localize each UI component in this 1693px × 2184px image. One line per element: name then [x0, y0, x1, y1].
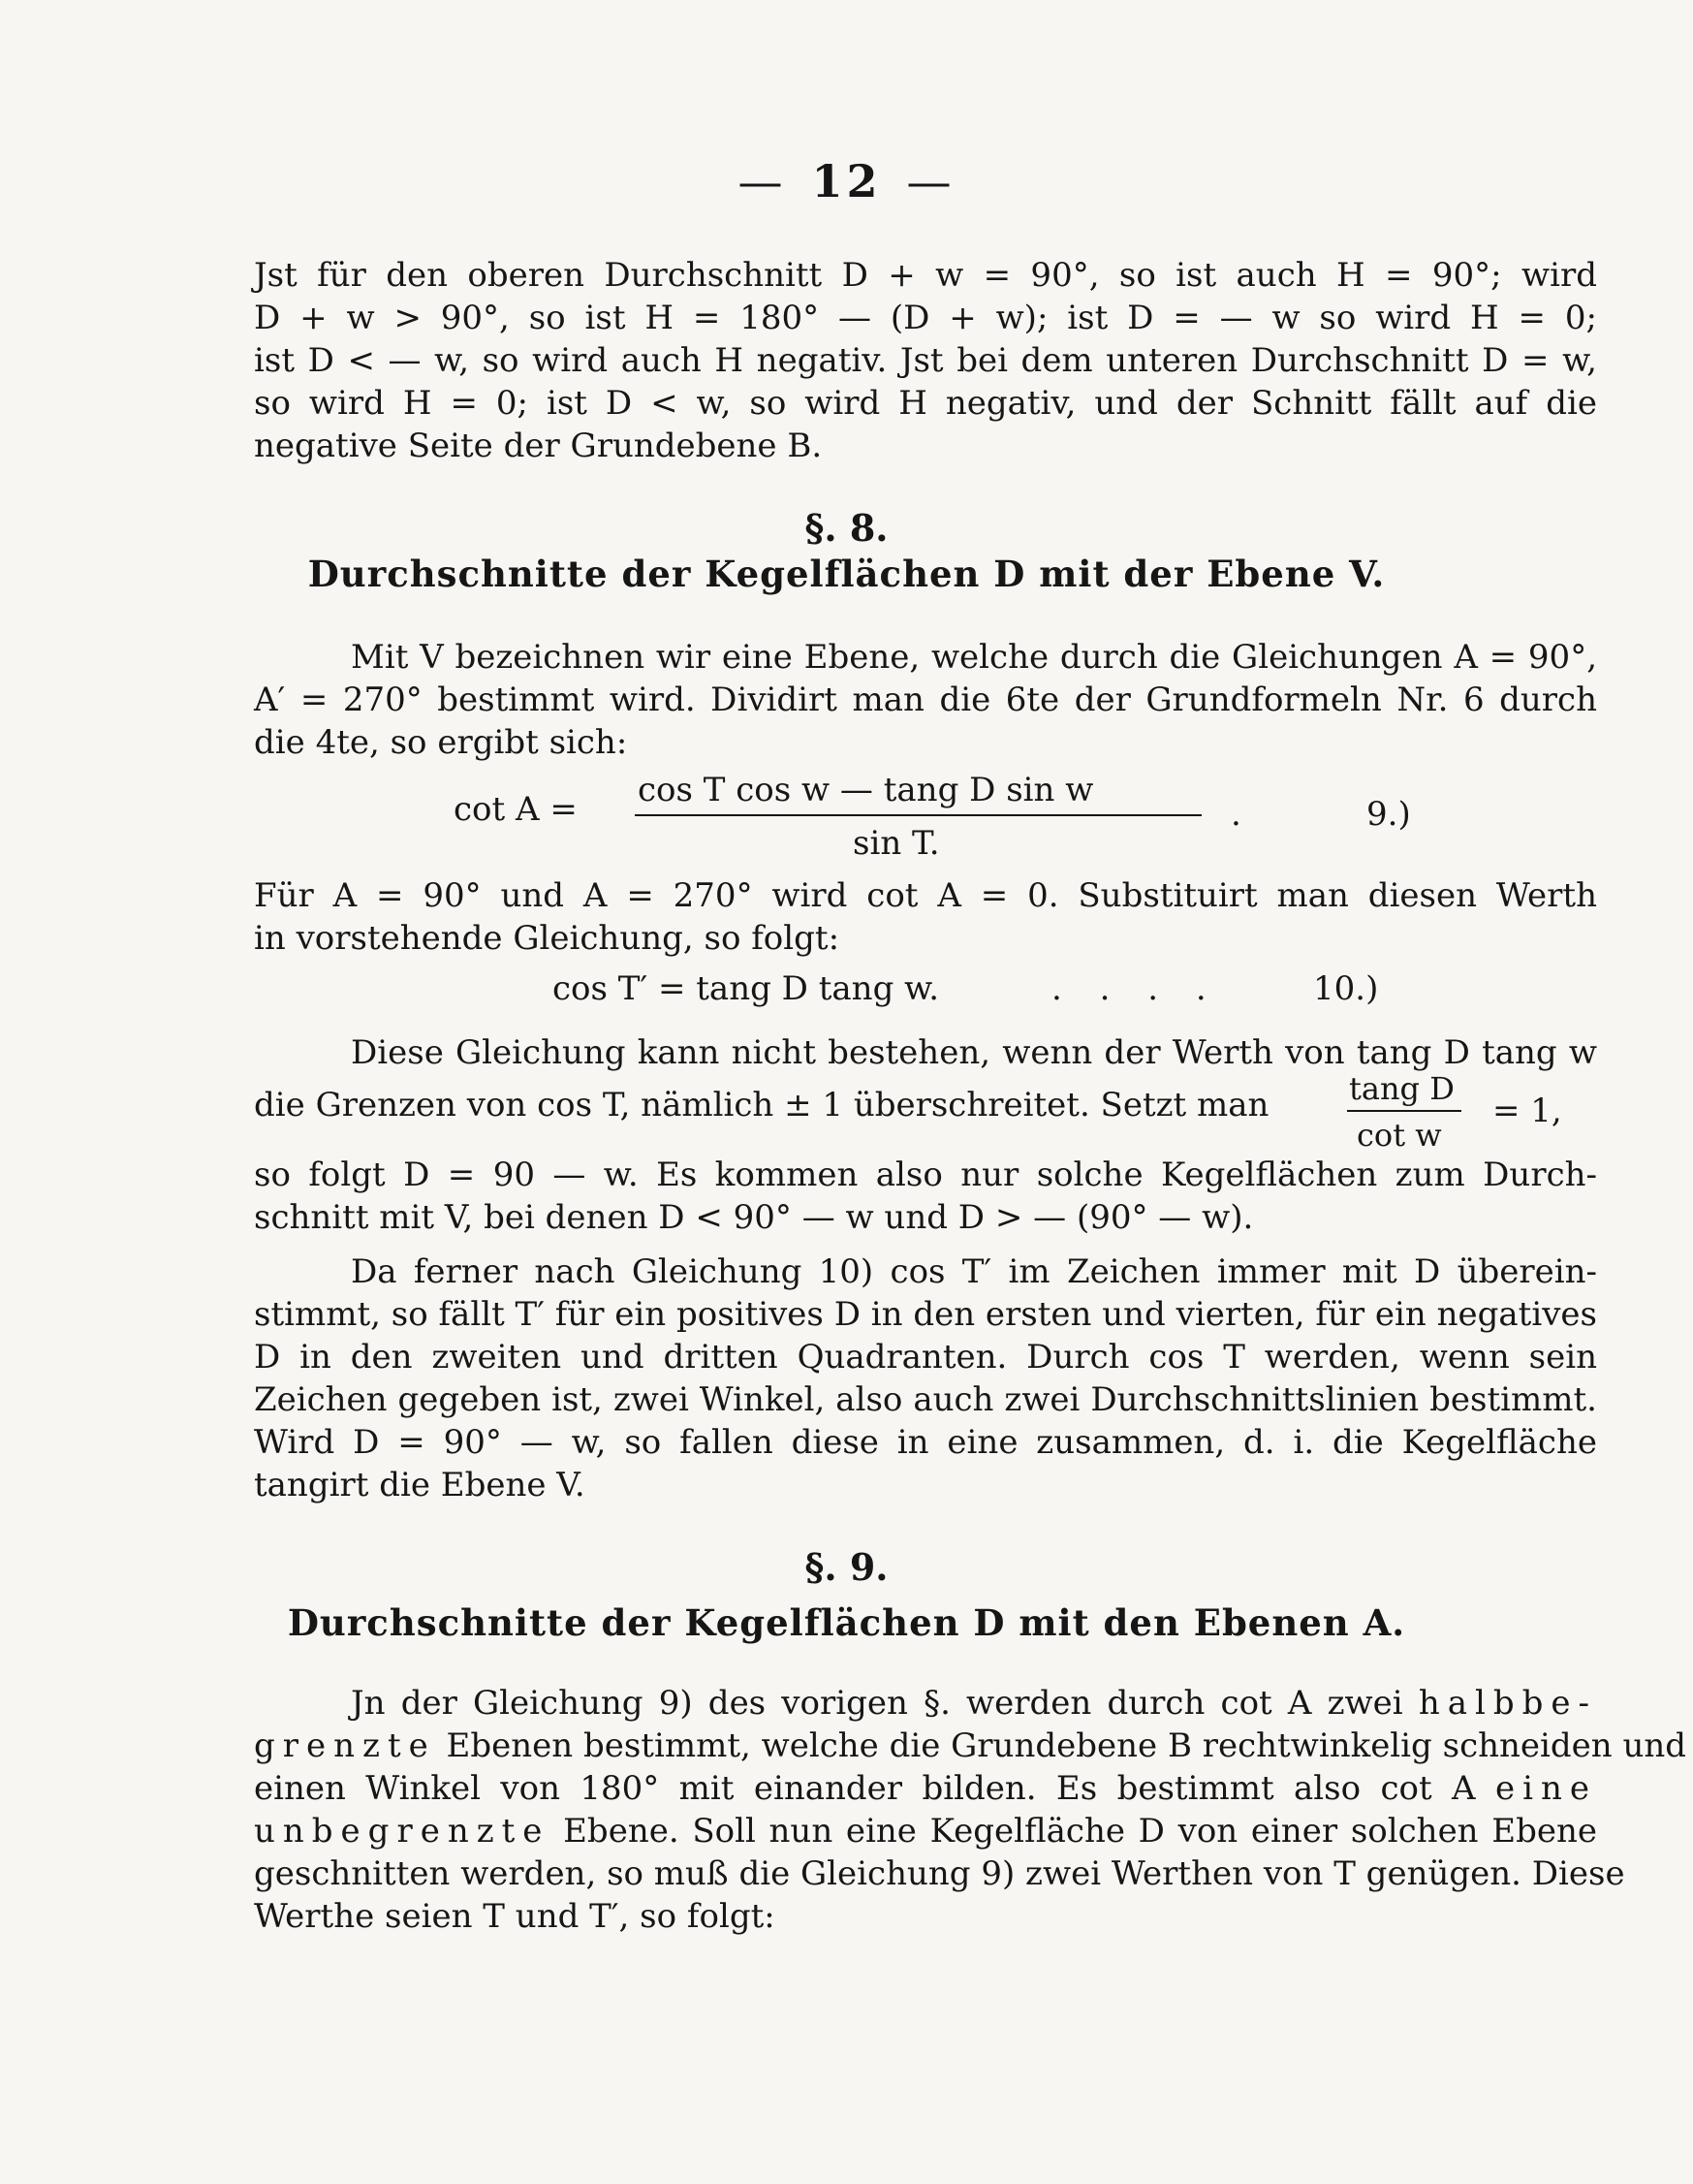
paragraph-6 — [254, 1682, 1687, 1938]
text-run: Ebenen bestimmt, welche die Grundebene B rechtwinkelig schneiden und — [446, 1726, 1687, 1765]
paragraph-4-cont — [254, 1154, 1597, 1239]
eq9-fraction-bar — [635, 814, 1202, 816]
text-line: so folgt D = 90 — w. Es kommen also nur solche Kegelflächen zum Durch- — [254, 1155, 1597, 1194]
text-line — [254, 1767, 1597, 1810]
text-line: Zeichen gegeben ist, zwei Winkel, also auch zwei Durchschnittslinien bestimmt. — [254, 1380, 1597, 1419]
text-line: die 4te, so ergibt sich: — [254, 723, 628, 762]
eq10-label: 10.) — [1313, 969, 1379, 1008]
spaced-run: eine — [1495, 1769, 1598, 1808]
text-line: D in den zweiten und dritten Quadranten. Durch cos T werden, wenn sein — [254, 1338, 1597, 1377]
text-run: einen Winkel von 180° mit einander bilden. Es bestimmt also cot A — [254, 1769, 1476, 1808]
text-line: stimmt, so fällt T′ für ein positives D in den ersten und vierten, für ein negatives — [254, 1295, 1597, 1334]
section-9-number: §. 9. — [804, 1545, 889, 1589]
text-line: Werthe seien T und T′, so folgt: — [254, 1897, 775, 1936]
inline-fraction-bar — [1347, 1110, 1461, 1112]
eq9-denominator: sin T. — [853, 824, 940, 863]
text-line: negative Seite der Grundebene B. — [254, 427, 823, 465]
paragraph-2 — [254, 636, 1597, 764]
text-line: die Grenzen von cos T, nämlich ± 1 überschreitet. Setzt man — [254, 1086, 1270, 1124]
text-run: Ebene. Soll nun eine Kegelfläche D von einer solchen Ebene — [563, 1812, 1597, 1851]
text-line: Jst für den oberen Durchschnitt D + w = 90°, so ist auch H = 90°; wird — [254, 256, 1597, 295]
eq9-lhs: cot A = — [454, 790, 578, 829]
eq10-text: cos T′ = tang D tang w. — [552, 969, 940, 1008]
inline-frac-numerator: tang D — [1349, 1070, 1455, 1107]
page-number: 12 — [811, 155, 882, 207]
paragraph-5 — [254, 1250, 1597, 1506]
eq10-dots: . . . . — [1051, 969, 1220, 1008]
section-9-heading: Durchschnitte der Kegelflächen D mit den Ebenen A. — [287, 1601, 1406, 1644]
eq9-numerator: cos T cos w — tang D sin w — [638, 771, 1094, 809]
text-line: Für A = 90° und A = 270° wird cot A = 0. Substituirt man diesen Werth — [254, 876, 1597, 915]
text-line — [254, 1725, 1687, 1767]
spaced-run: grenzte — [254, 1726, 436, 1765]
text-line: A′ = 270° bestimmt wird. Dividirt man die 6te der Grundformeln Nr. 6 durch — [254, 681, 1597, 719]
text-line: schnitt mit V, bei denen D < 90° — w und D > — (90° — w). — [254, 1198, 1254, 1237]
text-line: D + w > 90°, so ist H = 180° — (D + w); ist D = — w so wird H = 0; — [254, 299, 1597, 337]
text-line: Wird D = 90° — w, so fallen diese in eine zusammen, d. i. die Kegelfläche — [254, 1423, 1597, 1462]
text-line: Da ferner nach Gleichung 10) cos T′ im Zeichen immer mit D überein- — [351, 1252, 1597, 1291]
text-line: so wird H = 0; ist D < w, so wird H negativ, und der Schnitt fällt auf die — [254, 384, 1597, 423]
spaced-run: halbbe- — [1418, 1684, 1598, 1723]
text-line: in vorstehende Gleichung, so folgt: — [254, 919, 840, 958]
inline-frac-denominator: cot w — [1357, 1117, 1442, 1154]
equals-one: = 1, — [1492, 1092, 1562, 1130]
paragraph-3 — [254, 874, 1597, 960]
dash-right: — — [906, 155, 956, 207]
text-line — [254, 1682, 1597, 1725]
eq9-dot: . — [1231, 795, 1241, 834]
dash-left: — — [737, 155, 787, 207]
paragraph-4 — [254, 1031, 1597, 1074]
paragraph-1 — [254, 254, 1597, 467]
section-8-number: §. 8. — [804, 506, 889, 550]
text-line: geschnitten werden, so muß die Gleichung 9) zwei Werthen von T genügen. Diese — [254, 1854, 1625, 1893]
page-number-line — [0, 155, 1693, 207]
text-line: Mit V bezeichnen wir eine Ebene, welche durch die Gleichungen A = 90°, — [351, 638, 1597, 677]
text-line: Diese Gleichung kann nicht bestehen, wenn der Werth von tang D tang w — [351, 1033, 1597, 1072]
eq9-label: 9.) — [1366, 795, 1411, 834]
spaced-run: unbegrenzte — [254, 1812, 550, 1851]
text-line: tangirt die Ebene V. — [254, 1466, 585, 1504]
section-8-heading: Durchschnitte der Kegelflächen D mit der Ebene V. — [307, 553, 1386, 595]
text-run: Jn der Gleichung 9) des vorigen §. werden durch cot A zwei — [351, 1684, 1403, 1723]
text-line: ist D < — w, so wird auch H negativ. Jst bei dem unteren Durchschnitt D = w, — [254, 341, 1597, 380]
text-line — [254, 1810, 1597, 1852]
